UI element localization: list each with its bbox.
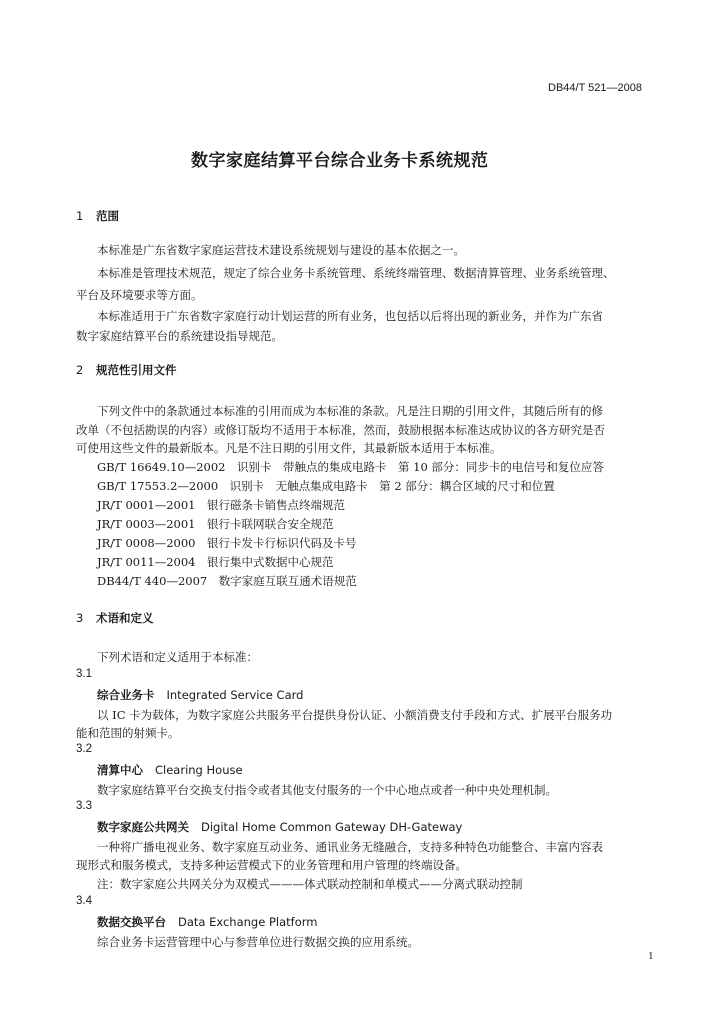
- section-number: 1: [76, 209, 84, 223]
- definition-line: 综合业务卡运营管理中心与参营单位进行数据交换的应用系统。: [97, 935, 419, 949]
- term-number: 3.1: [76, 668, 92, 680]
- paragraph-line: 本标准适用于广东省数字家庭行动计划运营的所有业务，也包括以后将出现的新业务，并作为广东省: [97, 309, 603, 323]
- definition-line: 现形式和服务模式，支持多种运营模式下的业务管理和用户管理的终端设备。: [76, 858, 467, 872]
- standard-code: DB44/T 521—2008: [548, 82, 642, 94]
- section-title: 规范性引用文件: [96, 363, 177, 377]
- section-number: 2: [76, 363, 84, 377]
- definition-line: 以 IC 卡为载体，为数字家庭公共服务平台提供身份认证、小额消费支付手段和方式、扩展平台服务功: [97, 708, 613, 722]
- term-english: Digital Home Common Gateway DH-Gateway: [201, 820, 463, 834]
- term-english: Data Exchange Platform: [178, 915, 318, 929]
- reference-item: JR/T 0003—2001 银行卡联网联合安全规范: [97, 517, 334, 531]
- paragraph-line: 改单（不包括勘误的内容）或修订版均不适用于本标准，然而，鼓励根据本标准达成协议的各方研究是否: [76, 423, 605, 437]
- section-3-heading: [76, 610, 154, 626]
- term-english: Integrated Service Card: [166, 688, 304, 702]
- section-title: 术语和定义: [96, 611, 154, 625]
- term-heading: [97, 762, 243, 778]
- term-chinese: 综合业务卡: [97, 688, 155, 702]
- term-number: 3.4: [76, 895, 92, 907]
- section-title: 范围: [96, 209, 119, 223]
- term-heading: [97, 914, 317, 930]
- term-heading: [97, 819, 462, 835]
- paragraph-line: 下列术语和定义适用于本标准：: [97, 650, 258, 664]
- document-title: 数字家庭结算平台综合业务卡系统规范: [191, 151, 489, 171]
- term-number: 3.2: [76, 743, 92, 755]
- term-english: Clearing House: [155, 763, 243, 777]
- reference-item: JR/T 0001—2001 银行磁条卡销售点终端规范: [97, 498, 346, 512]
- reference-item: GB/T 17553.2—2000 识别卡 无触点集成电路卡 第 2 部分：耦合区域的尺寸和位置: [97, 479, 555, 493]
- definition-line: 数字家庭结算平台交换支付指令或者其他支付服务的一个中心地点或者一种中央处理机制。: [97, 783, 557, 797]
- term-chinese: 数字家庭公共网关: [97, 820, 189, 834]
- paragraph-line: 平台及环境要求等方面。: [76, 288, 203, 302]
- reference-item: JR/T 0008—2000 银行卡发卡行标识代码及卡号: [97, 536, 357, 550]
- reference-item: GB/T 16649.10—2002 识别卡 带触点的集成电路卡 第 10 部分：同步卡的电信号和复位应答: [97, 460, 604, 474]
- reference-item: JR/T 0011—2004 银行集中式数据中心规范: [97, 555, 334, 569]
- paragraph-line: 本标准是广东省数字家庭运营技术建设系统规划与建设的基本依据之一。: [97, 243, 465, 257]
- definition-line: 一种将广播电视业务、数字家庭互动业务、通讯业务无缝融合，支持多种特色功能整合、丰富内容表: [97, 840, 603, 854]
- section-1-heading: [76, 208, 119, 224]
- page-number: 1: [648, 950, 654, 962]
- note-line: 注：数字家庭公共网关分为双模式———体式联动控制和单模式——分离式联动控制: [97, 877, 523, 891]
- reference-item: DB44/T 440—2007 数字家庭互联互通术语规范: [97, 574, 357, 588]
- paragraph-line: 可使用这些文件的最新版本。凡是不注日期的引用文件，其最新版本适用于本标准。: [76, 441, 502, 455]
- paragraph-line: 下列文件中的条款通过本标准的引用而成为本标准的条款。凡是注日期的引用文件，其随后所有的修: [97, 404, 603, 418]
- term-chinese: 清算中心: [97, 763, 143, 777]
- definition-line: 能和范围的射频卡。: [76, 726, 180, 740]
- paragraph-line: 数字家庭结算平台的系统建设指导规范。: [76, 329, 283, 343]
- term-chinese: 数据交换平台: [97, 915, 166, 929]
- section-2-heading: [76, 362, 177, 378]
- section-number: 3: [76, 611, 84, 625]
- term-heading: [97, 687, 303, 703]
- term-number: 3.3: [76, 800, 92, 812]
- paragraph-line: 本标准是管理技术规范，规定了综合业务卡系统管理、系统终端管理、数据清算管理、业务系统管理、: [97, 266, 615, 280]
